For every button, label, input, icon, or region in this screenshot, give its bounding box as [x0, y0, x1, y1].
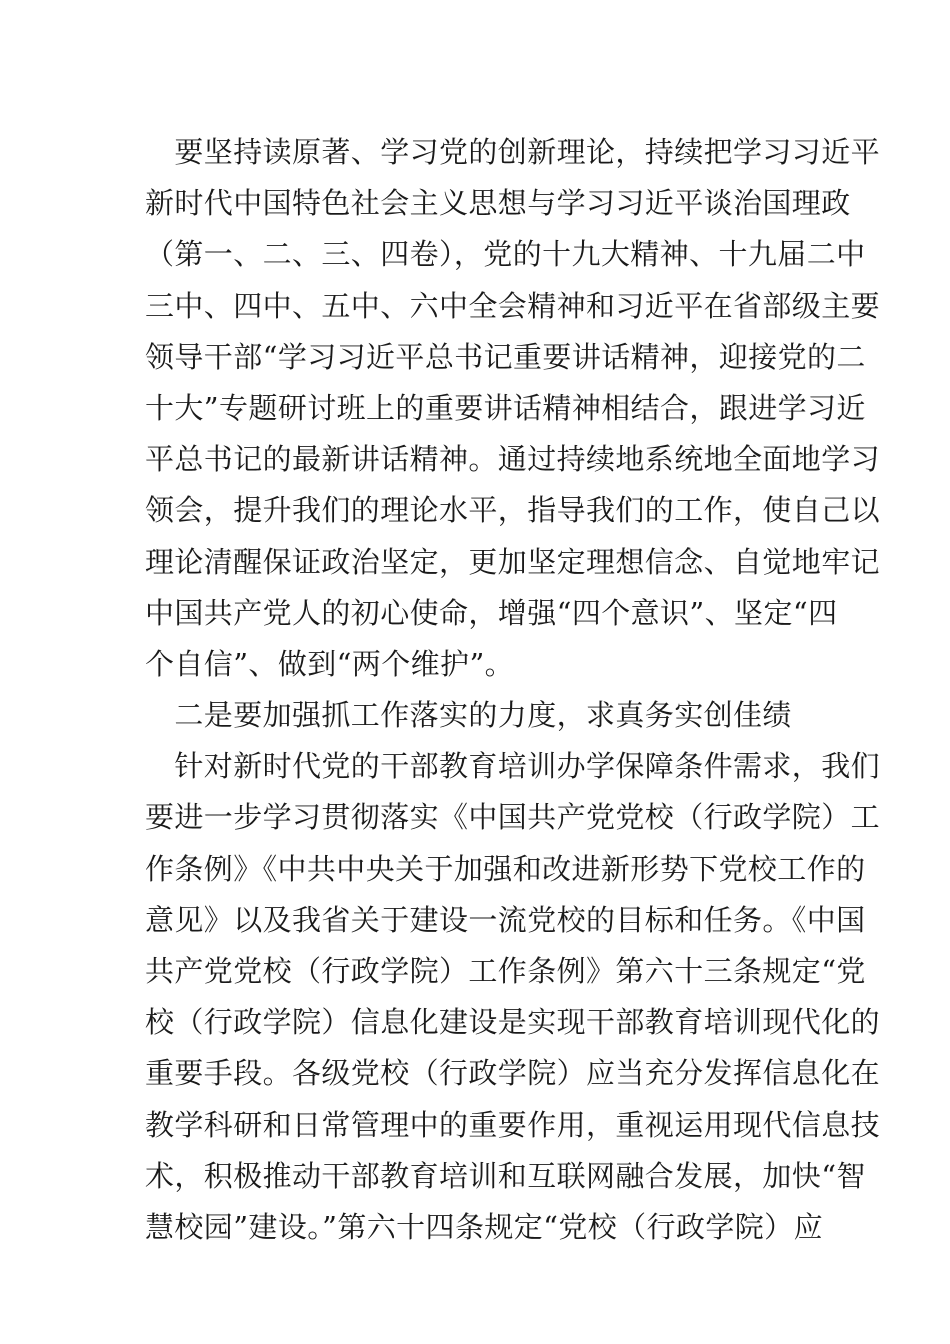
- text-line: 要进一步学习贯彻落实《中国共产党党校（行政学院）工: [145, 800, 881, 835]
- document-body: [145, 127, 881, 1253]
- text-line: 意见》以及我省关于建设一流党校的目标和任务。《中国: [145, 902, 866, 937]
- text-line: 理论清醒保证政治坚定，更加坚定理想信念、自觉地牢记: [145, 544, 881, 579]
- section-heading: 二是要加强抓工作落实的力度，求真务实创佳绩: [145, 698, 792, 733]
- text-line: 平总书记的最新讲话精神。通过持续地系统地全面地学习: [145, 442, 881, 477]
- text-line: 中国共产党人的初心使命，增强“四个意识”、坚定“四: [145, 595, 838, 630]
- text-line: 要坚持读原著、学习党的创新理论，持续把学习习近平: [145, 135, 881, 169]
- text-line: 领会，提升我们的理论水平，指导我们的工作，使自己以: [145, 493, 881, 528]
- text-line: 领导干部“学习习近平总书记重要讲话精神，迎接党的二: [145, 339, 866, 374]
- text-line: 重要手段。各级党校（行政学院）应当充分发挥信息化在: [145, 1056, 881, 1091]
- text-line: 慧校园”建设。”第六十四条规定“党校（行政学院）应: [145, 1209, 823, 1244]
- text-line: 教学科研和日常管理中的重要作用，重视运用现代信息技: [145, 1107, 881, 1142]
- text-line: 针对新时代党的干部教育培训办学保障条件需求，我们: [145, 749, 881, 784]
- text-line: 作条例》《中共中央关于加强和改进新形势下党校工作的: [145, 851, 866, 886]
- text-line: 十大”专题研讨班上的重要讲话精神相结合，跟进学习近: [145, 390, 866, 425]
- text-line: 三中、四中、五中、六中全会精神和习近平在省部级主要: [145, 288, 881, 323]
- text-line: 术，积极推动干部教育培训和互联网融合发展，加快“智: [145, 1158, 866, 1193]
- text-line: （第一、二、三、四卷），党的十九大精神、十九届二中: [145, 237, 866, 272]
- text-line: 共产党党校（行政学院）工作条例》第六十三条规定“党: [145, 954, 866, 988]
- text-line: 校（行政学院）信息化建设是实现干部教育培训现代化的: [145, 1005, 881, 1040]
- text-line: 个自信”、做到“两个维护”。: [145, 646, 515, 681]
- text-line: 新时代中国特色社会主义思想与学习习近平谈治国理政: [145, 186, 851, 221]
